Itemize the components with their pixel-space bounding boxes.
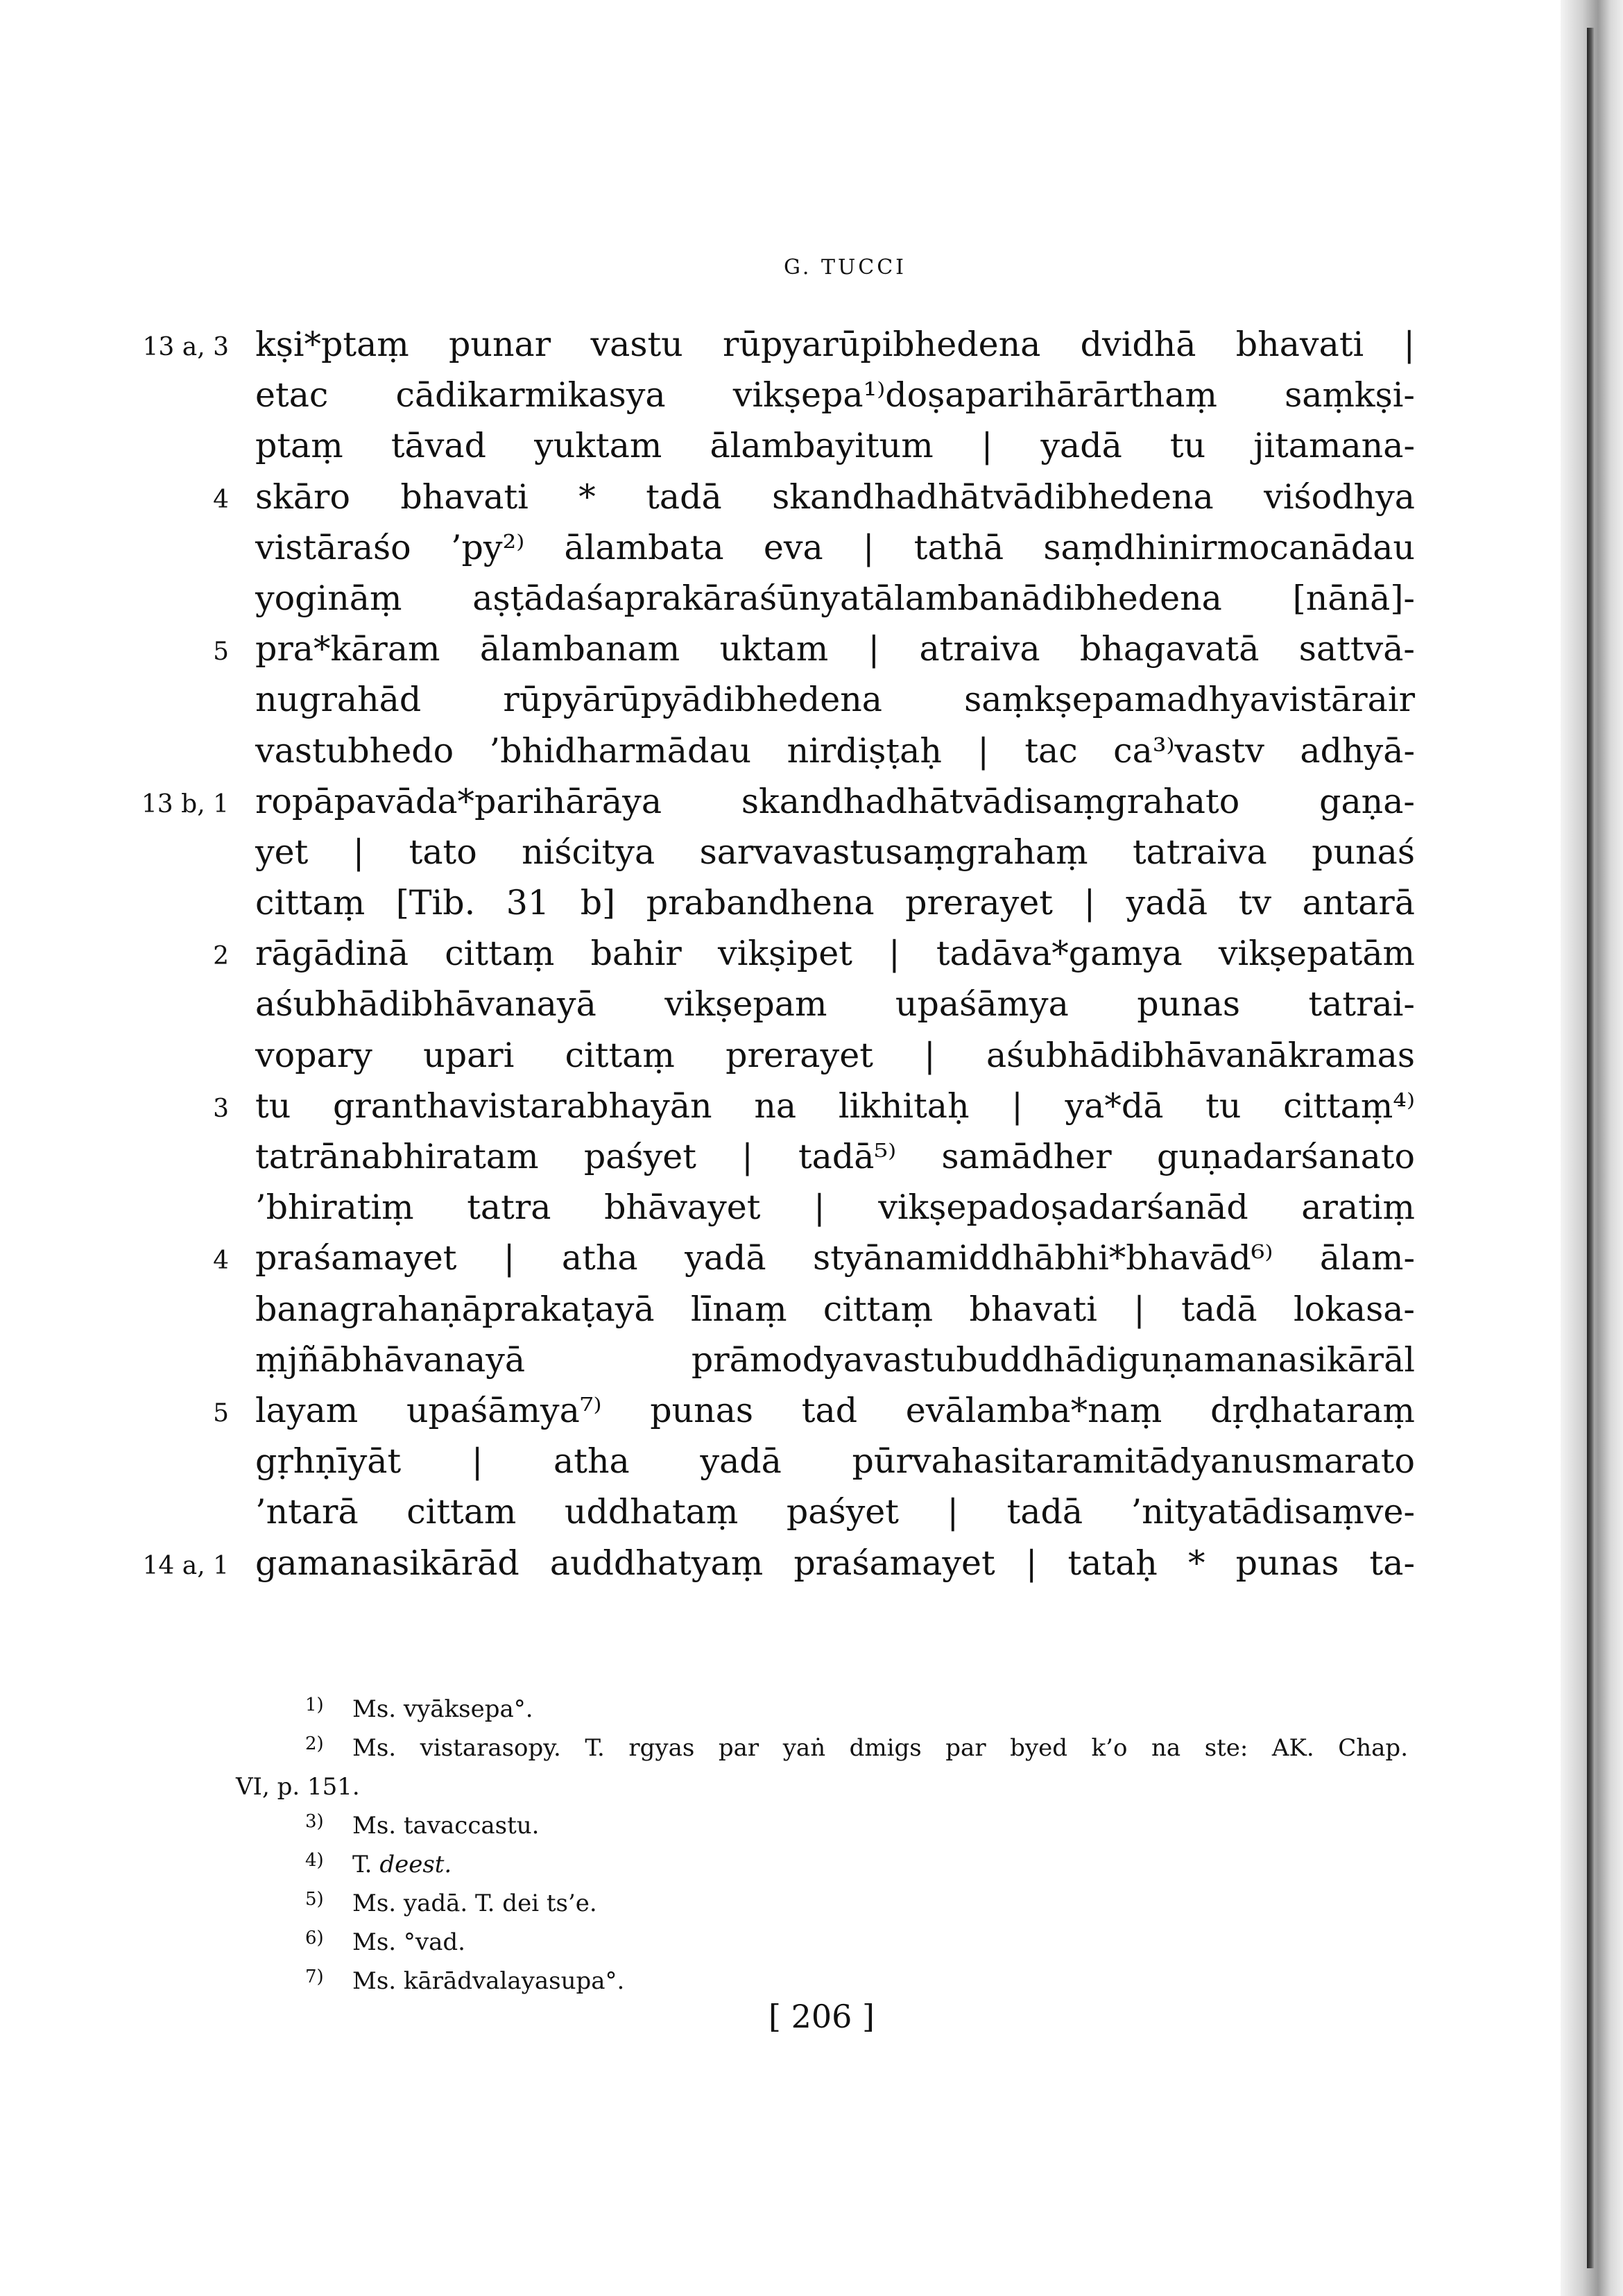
line-reference: 3	[213, 1094, 229, 1123]
footnote-text-plain: T.	[352, 1851, 372, 1878]
page-number: [ 206 ]	[768, 1998, 875, 2035]
footnote-text: Ms. yadā. T. dei ts’e.	[352, 1890, 597, 1917]
line-text: ’bhiratiṃ tatra bhāvayet | vikṣepadoṣadarśanād aratiṃ	[255, 1188, 1415, 1228]
line-text: ṃjñābhāvanayā prāmodyavastubuddhādiguṇamanasikārāl	[255, 1339, 1415, 1380]
text-line	[0, 1284, 1457, 1335]
text-line	[0, 1538, 1457, 1588]
text-line	[0, 472, 1457, 522]
line-reference: 5	[213, 637, 229, 667]
footnote-number: 1)	[305, 1695, 324, 1715]
line-text: praśamayet | atha yadā styānamiddhābhi*bhavād⁶⁾ ālam-	[255, 1238, 1415, 1278]
line-text: cittaṃ [Tib. 31 b] prabandhena prerayet | yadā tv antarā	[255, 883, 1415, 923]
text-line	[0, 1233, 1457, 1283]
footnote	[0, 1729, 1457, 1767]
footnote	[0, 1845, 1457, 1884]
main-text	[0, 319, 1457, 1588]
text-line	[0, 624, 1457, 674]
line-text: nugrahād rūpyārūpyādibhedena saṃkṣepamadhyavistārair	[255, 680, 1415, 720]
footnote-number: 5)	[305, 1889, 324, 1910]
line-text: rāgādinā cittaṃ bahir vikṣipet | tadāva*gamya vikṣepatām	[255, 934, 1415, 974]
footnote	[0, 1690, 1457, 1729]
line-text: layam upaśāmya⁷⁾ punas tad evālamba*naṃ dṛḍhataraṃ	[255, 1390, 1415, 1430]
text-line	[0, 776, 1457, 827]
footnote-text: Ms. °vad.	[352, 1928, 465, 1956]
footnote-text: Ms. tavaccastu.	[352, 1812, 540, 1840]
text-line	[0, 1436, 1457, 1487]
text-line	[0, 674, 1457, 725]
footnotes	[0, 1690, 1457, 2001]
line-text: gṛhṇīyāt | atha yadā pūrvahasitaramitādyanusmarato	[255, 1441, 1415, 1482]
footnote	[0, 1884, 1457, 1923]
line-text: vastubhedo ’bhidharmādau nirdiṣṭaḥ | tac ca³⁾vastv adhyā-	[255, 730, 1415, 771]
footnote	[0, 1962, 1457, 2001]
text-line	[0, 827, 1457, 877]
footnote	[0, 1923, 1457, 1962]
line-text: yogināṃ aṣṭādaśaprakāraśūnyatālambanādibhedena [nānā]-	[255, 578, 1415, 618]
footnote-text: Ms. vyāksepa°.	[352, 1695, 533, 1723]
line-text: kṣi*ptaṃ punar vastu rūpyarūpibhedena dvidhā bhavati |	[255, 325, 1415, 364]
footnote	[0, 1806, 1457, 1845]
footnote-continuation: VI, p. 151.	[236, 1773, 360, 1801]
text-line	[0, 877, 1457, 928]
running-head: G. TUCCI	[784, 255, 907, 280]
text-line	[0, 1487, 1457, 1537]
text-line	[0, 1131, 1457, 1182]
line-text: tatrānabhiratam paśyet | tadā⁵⁾ samādher guṇadarśanato	[255, 1137, 1415, 1176]
line-text: ropāpavāda*parihārāya skandhadhātvādisaṃgrahato gaṇa-	[255, 781, 1415, 821]
line-reference: 4	[213, 1246, 229, 1276]
line-reference: 14 a, 1	[142, 1551, 229, 1580]
text-line	[0, 1335, 1457, 1385]
footnote-number: 3)	[305, 1811, 324, 1832]
line-text: aśubhādibhāvanayā vikṣepam upaśāmya punas tatrai-	[255, 984, 1415, 1025]
line-reference: 2	[213, 942, 229, 971]
line-reference: 13 a, 3	[142, 333, 229, 361]
text-line	[0, 1385, 1457, 1436]
line-text: banagrahaṇāprakaṭayā līnaṃ cittaṃ bhavati | tadā lokasa-	[255, 1289, 1415, 1329]
footnote-number: 6)	[305, 1928, 324, 1948]
footnote-number: 2)	[305, 1733, 324, 1754]
line-text: skāro bhavati * tadā skandhadhātvādibhedena viśodhya	[255, 477, 1415, 517]
text-line	[0, 726, 1457, 776]
footnote	[0, 1767, 1457, 1806]
line-reference: 13 b, 1	[141, 789, 229, 819]
footnote-number: 4)	[305, 1850, 324, 1871]
line-text: ’ntarā cittam uddhataṃ paśyet | tadā ’nityatādisaṃve-	[255, 1492, 1415, 1532]
page-edge-shadow	[1561, 0, 1623, 2296]
line-text: tu granthavistarabhayān na likhitaḥ | ya*dā tu cittaṃ⁴⁾	[255, 1086, 1415, 1126]
line-text: pra*kāram ālambanam uktam | atraiva bhagavatā sattvā-	[255, 629, 1415, 669]
line-text: yet | tato niścitya sarvavastusaṃgrahaṃ tatraiva punaś	[255, 832, 1415, 872]
line-text: vistāraśo ’py²⁾ ālambata eva | tathā saṃdhinirmocanādau	[255, 527, 1415, 567]
footnote-text	[352, 1845, 452, 1884]
text-line	[0, 522, 1457, 573]
line-reference: 4	[213, 485, 229, 514]
footnote-text-italic: deest.	[379, 1851, 452, 1878]
line-text: gamanasikārād auddhatyaṃ praśamayet | tataḥ * punas ta-	[255, 1543, 1415, 1583]
footnote-text: Ms. kārādvalayasupa°.	[352, 1967, 625, 1995]
text-line	[0, 1030, 1457, 1081]
line-text: etac cādikarmikasya vikṣepa¹⁾doṣaparihārārthaṃ saṃkṣi-	[255, 375, 1415, 415]
text-line	[0, 420, 1457, 471]
text-line	[0, 573, 1457, 624]
text-line	[0, 928, 1457, 979]
text-line	[0, 979, 1457, 1029]
text-line	[0, 1081, 1457, 1131]
footnote-text: Ms. vistarasopy. T. rgyas par yaṅ dmigs par byed k’o na ste: AK. Chap.	[352, 1734, 1408, 1762]
line-reference: 5	[213, 1398, 229, 1428]
line-text: vopary upari cittaṃ prerayet | aśubhādibhāvanākramas	[255, 1035, 1415, 1075]
line-text: ptaṃ tāvad yuktam ālambayitum | yadā tu jitamana-	[255, 426, 1415, 466]
text-line	[0, 319, 1457, 370]
text-line	[0, 1182, 1457, 1233]
text-line	[0, 370, 1457, 420]
footnote-number: 7)	[305, 1967, 324, 1987]
